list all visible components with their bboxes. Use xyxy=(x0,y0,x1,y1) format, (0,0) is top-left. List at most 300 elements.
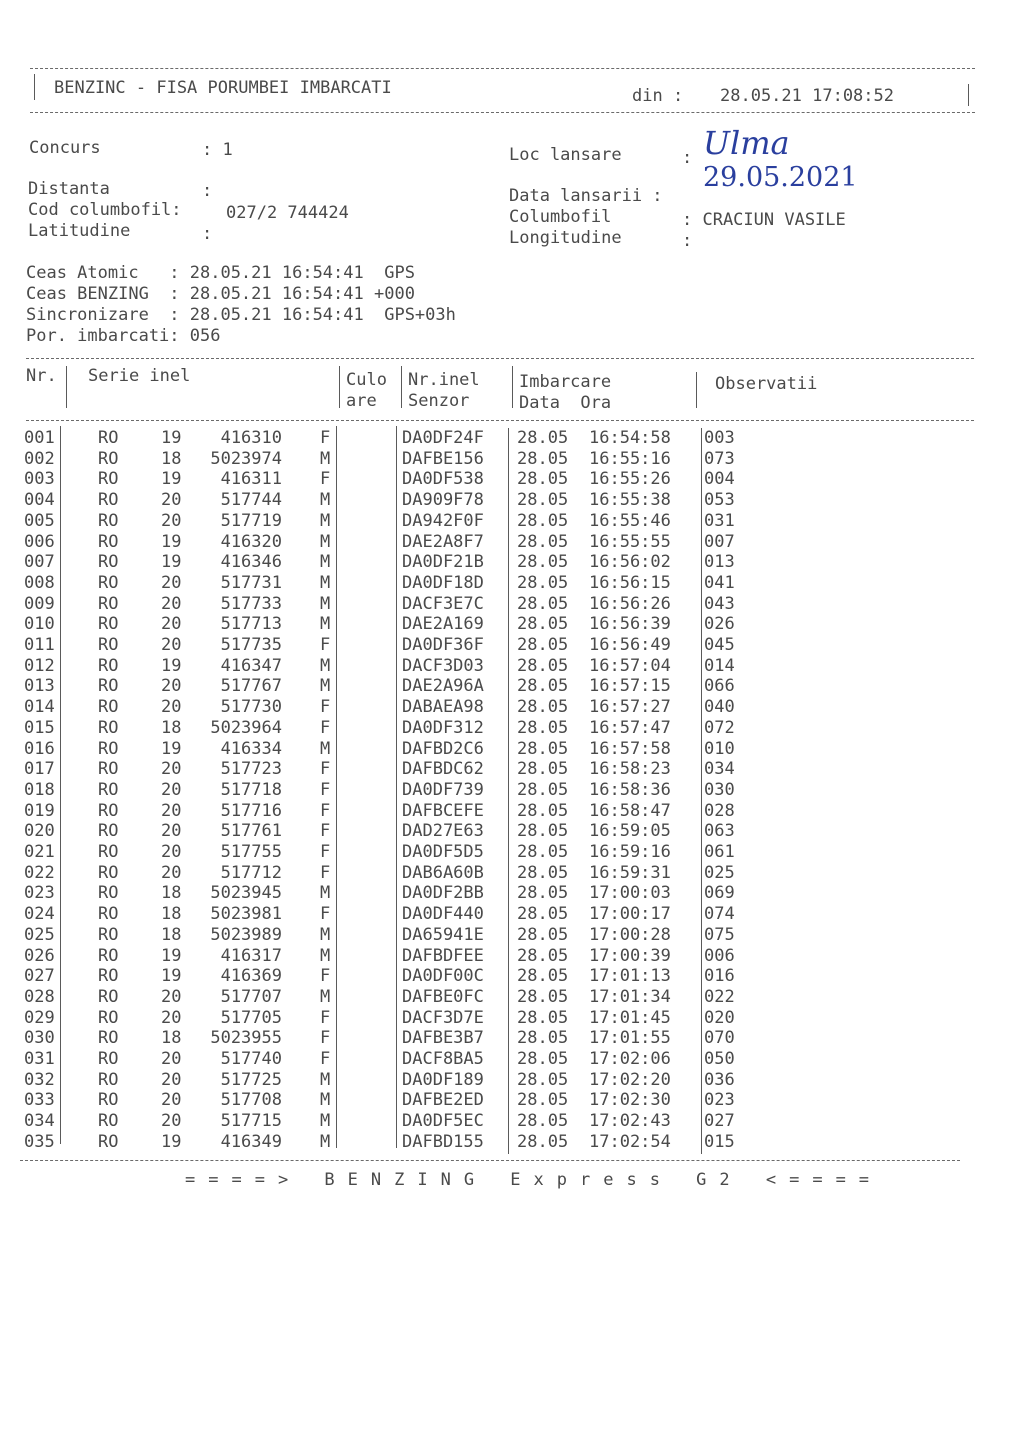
table-row xyxy=(0,925,1024,946)
cell-year: 19 xyxy=(161,531,182,552)
cell-sensor: DAFBD155 xyxy=(402,1131,484,1152)
table-row xyxy=(0,573,1024,594)
cell-observatii: 072 xyxy=(704,717,735,738)
cell-sensor: DA0DF312 xyxy=(402,717,484,738)
cell-date: 28.05 xyxy=(517,635,569,655)
cell-year: 19 xyxy=(161,469,182,490)
cell-date: 28.05 xyxy=(517,448,569,469)
cell-nr: 023 xyxy=(24,883,55,904)
cell-sex: F xyxy=(320,800,331,821)
cell-time: 16:56:15 xyxy=(589,572,671,593)
cod-columbofil-label: Cod columbofil: xyxy=(28,200,182,220)
cell-ring: 5023989 xyxy=(210,924,282,945)
table-row xyxy=(0,469,1024,490)
cell-year: 18 xyxy=(161,883,182,904)
cell-country: RO xyxy=(98,490,119,511)
table-row xyxy=(0,1132,1024,1153)
cell-sensor: DA0DF538 xyxy=(402,469,484,490)
latitudine-label: Latitudine xyxy=(28,221,131,241)
cell-ring: 517744 xyxy=(220,490,282,511)
cell-ring: 517713 xyxy=(220,614,282,635)
cell-date: 28.05 xyxy=(517,759,569,780)
cell-time: 16:57:47 xyxy=(589,717,671,738)
cell-year: 20 xyxy=(161,779,182,800)
cell-year: 20 xyxy=(161,1007,182,1028)
cell-date: 28.05 xyxy=(517,883,569,904)
cell-sensor: DAFBE0FC xyxy=(402,986,484,1007)
cell-year: 20 xyxy=(161,490,182,511)
table-row xyxy=(0,1111,1024,1132)
cell-date: 28.05 xyxy=(517,1131,569,1152)
cell-sensor: DAFBDFEE xyxy=(402,945,484,966)
cell-date: 28.05 xyxy=(517,572,569,593)
footer-banner: ====> BENZING Express G2 <==== xyxy=(185,1170,883,1190)
cell-time: 16:58:47 xyxy=(589,800,671,821)
cell-observatii: 063 xyxy=(704,821,735,842)
table-row xyxy=(0,511,1024,532)
cell-observatii: 040 xyxy=(704,697,735,718)
table-row xyxy=(0,759,1024,780)
loc-lansare-handwritten: Ulma xyxy=(703,124,790,162)
cell-observatii: 050 xyxy=(704,1049,735,1069)
header-culoare-1: Culo xyxy=(346,370,387,390)
cell-time: 17:02:54 xyxy=(589,1131,671,1152)
cell-sex: F xyxy=(320,1028,331,1049)
distanta-label: Distanta xyxy=(28,179,110,199)
cell-nr: 032 xyxy=(24,1069,55,1090)
latitudine-value: : xyxy=(202,224,213,244)
cell-country: RO xyxy=(98,614,119,635)
din-label: din : xyxy=(632,86,684,106)
cell-country: RO xyxy=(98,924,119,945)
cell-observatii: 028 xyxy=(704,800,735,821)
cell-year: 20 xyxy=(161,676,182,697)
cell-year: 18 xyxy=(161,904,182,925)
cell-time: 16:57:15 xyxy=(589,676,671,697)
table-header-rule xyxy=(26,420,974,421)
cell-time: 16:56:26 xyxy=(589,593,671,614)
distanta-value: : xyxy=(202,181,213,201)
cell-sex: M xyxy=(320,986,331,1007)
cell-date: 28.05 xyxy=(517,1028,569,1049)
cell-nr: 014 xyxy=(24,697,55,718)
cell-country: RO xyxy=(98,1090,119,1111)
cell-sensor: DAFBE2ED xyxy=(402,1090,484,1111)
data-lansarii-label: Data lansarii : xyxy=(509,186,663,206)
cell-sex: M xyxy=(320,531,331,552)
cell-nr: 027 xyxy=(24,966,55,987)
header-culoare-2: are xyxy=(346,391,377,411)
cell-sensor: DACF3E7C xyxy=(402,593,484,614)
cell-nr: 022 xyxy=(24,862,55,883)
cell-observatii: 022 xyxy=(704,986,735,1007)
cell-ring: 517716 xyxy=(220,800,282,821)
cell-nr: 007 xyxy=(24,552,55,573)
cell-time: 16:57:27 xyxy=(589,697,671,718)
cell-country: RO xyxy=(98,1131,119,1152)
cell-year: 20 xyxy=(161,986,182,1007)
table-row xyxy=(0,739,1024,760)
cell-observatii: 074 xyxy=(704,904,735,925)
cell-year: 19 xyxy=(161,552,182,573)
cell-ring: 517723 xyxy=(220,759,282,780)
table-row xyxy=(0,614,1024,635)
cell-sensor: DACF3D03 xyxy=(402,655,484,676)
cell-ring: 517755 xyxy=(220,842,282,862)
cod-columbofil-value: 027/2 744424 xyxy=(226,203,349,223)
cell-year: 19 xyxy=(161,738,182,759)
cell-year: 18 xyxy=(161,717,182,738)
cell-sensor: DA0DF21B xyxy=(402,552,484,573)
cell-ring: 517767 xyxy=(220,676,282,697)
cell-nr: 002 xyxy=(24,448,55,469)
cell-sensor: DAFBDC62 xyxy=(402,759,484,780)
cell-country: RO xyxy=(98,593,119,614)
cell-country: RO xyxy=(98,1049,119,1069)
cell-time: 16:55:16 xyxy=(589,448,671,469)
cell-year: 20 xyxy=(161,1090,182,1111)
concurs-value: : 1 xyxy=(202,140,233,160)
col-sep-imbarcare xyxy=(696,372,697,408)
cell-country: RO xyxy=(98,697,119,718)
cell-observatii: 026 xyxy=(704,614,735,635)
cell-sex: M xyxy=(320,448,331,469)
cell-country: RO xyxy=(98,904,119,925)
cell-year: 20 xyxy=(161,821,182,842)
cell-ring: 416320 xyxy=(220,531,282,552)
cell-country: RO xyxy=(98,717,119,738)
cell-sex: M xyxy=(320,738,331,759)
cell-ring: 416310 xyxy=(220,428,282,448)
cell-ring: 416346 xyxy=(220,552,282,573)
table-row xyxy=(0,987,1024,1008)
table-top-rule xyxy=(26,358,974,359)
cell-year: 19 xyxy=(161,428,182,448)
cell-country: RO xyxy=(98,469,119,490)
cell-country: RO xyxy=(98,552,119,573)
cell-year: 20 xyxy=(161,759,182,780)
col-sep-culoare xyxy=(401,366,402,408)
cell-date: 28.05 xyxy=(517,966,569,987)
table-row xyxy=(0,428,1024,449)
cell-sex: M xyxy=(320,924,331,945)
cell-date: 28.05 xyxy=(517,593,569,614)
cell-year: 20 xyxy=(161,697,182,718)
cell-country: RO xyxy=(98,966,119,987)
cell-nr: 021 xyxy=(24,842,55,862)
cell-ring: 517705 xyxy=(220,1007,282,1028)
columbofil-value: : CRACIUN VASILE xyxy=(682,210,846,230)
cell-country: RO xyxy=(98,572,119,593)
cell-year: 20 xyxy=(161,800,182,821)
cell-date: 28.05 xyxy=(517,862,569,883)
cell-country: RO xyxy=(98,986,119,1007)
cell-nr: 035 xyxy=(24,1131,55,1152)
cell-sensor: DA0DF00C xyxy=(402,966,484,987)
cell-year: 19 xyxy=(161,655,182,676)
cell-time: 17:02:30 xyxy=(589,1090,671,1111)
table-row xyxy=(0,842,1024,863)
loc-lansare-colon: : xyxy=(682,148,693,168)
cell-observatii: 041 xyxy=(704,572,735,593)
cell-nr: 029 xyxy=(24,1007,55,1028)
cell-nr: 033 xyxy=(24,1090,55,1111)
cell-sex: M xyxy=(320,1090,331,1111)
porumbei-imbarcati-line: Por. imbarcati: 056 xyxy=(26,326,221,346)
cell-sensor: DA0DF739 xyxy=(402,779,484,800)
cell-nr: 030 xyxy=(24,1028,55,1049)
col-sep-nr xyxy=(66,366,67,408)
cell-sensor: DACF3D7E xyxy=(402,1007,484,1028)
cell-observatii: 007 xyxy=(704,531,735,552)
cell-date: 28.05 xyxy=(517,510,569,531)
cell-time: 17:00:17 xyxy=(589,904,671,925)
cell-nr: 004 xyxy=(24,490,55,511)
cell-nr: 006 xyxy=(24,531,55,552)
header-top-rule xyxy=(30,68,975,69)
cell-time: 16:57:58 xyxy=(589,738,671,759)
header-nr-inel-2: Senzor xyxy=(408,391,470,411)
cell-observatii: 053 xyxy=(704,490,735,511)
cell-country: RO xyxy=(98,510,119,531)
table-row xyxy=(0,1070,1024,1091)
header-serie-inel: Serie inel xyxy=(88,366,191,386)
header-imbarcare-2: Data Ora xyxy=(519,393,612,413)
table-row xyxy=(0,635,1024,656)
cell-ring: 517708 xyxy=(220,1090,282,1111)
cell-sensor: DAE2A96A xyxy=(402,676,484,697)
cell-year: 18 xyxy=(161,924,182,945)
cell-date: 28.05 xyxy=(517,1049,569,1069)
data-lansarii-handwritten: 29.05.2021 xyxy=(703,162,858,193)
cell-observatii: 023 xyxy=(704,1090,735,1111)
cell-sex: F xyxy=(320,717,331,738)
cell-ring: 416334 xyxy=(220,738,282,759)
cell-time: 17:01:34 xyxy=(589,986,671,1007)
cell-nr: 001 xyxy=(24,428,55,448)
cell-date: 28.05 xyxy=(517,469,569,490)
cell-ring: 416369 xyxy=(220,966,282,987)
cell-time: 16:59:31 xyxy=(589,862,671,883)
cell-nr: 013 xyxy=(24,676,55,697)
cell-country: RO xyxy=(98,635,119,655)
cell-sensor: DAE2A8F7 xyxy=(402,531,484,552)
cell-date: 28.05 xyxy=(517,1007,569,1028)
cell-time: 16:55:38 xyxy=(589,490,671,511)
table-bottom-rule xyxy=(20,1160,960,1161)
cell-country: RO xyxy=(98,655,119,676)
cell-date: 28.05 xyxy=(517,490,569,511)
cell-date: 28.05 xyxy=(517,738,569,759)
cell-nr: 028 xyxy=(24,986,55,1007)
table-row xyxy=(0,1008,1024,1029)
cell-nr: 012 xyxy=(24,655,55,676)
cell-country: RO xyxy=(98,862,119,883)
cell-time: 16:58:23 xyxy=(589,759,671,780)
cell-year: 20 xyxy=(161,614,182,635)
cell-sex: F xyxy=(320,428,331,448)
cell-sex: F xyxy=(320,821,331,842)
cell-sex: M xyxy=(320,593,331,614)
cell-sex: F xyxy=(320,635,331,655)
table-row xyxy=(0,697,1024,718)
table-row xyxy=(0,946,1024,967)
table-row xyxy=(0,1090,1024,1111)
cell-time: 16:56:39 xyxy=(589,614,671,635)
cell-sex: F xyxy=(320,904,331,925)
table-row xyxy=(0,966,1024,987)
cell-sensor: DA0DF36F xyxy=(402,635,484,655)
cell-observatii: 006 xyxy=(704,945,735,966)
cell-date: 28.05 xyxy=(517,655,569,676)
cell-time: 16:56:49 xyxy=(589,635,671,655)
longitudine-label: Longitudine xyxy=(509,228,622,248)
cell-date: 28.05 xyxy=(517,717,569,738)
cell-nr: 026 xyxy=(24,945,55,966)
cell-sex: F xyxy=(320,1049,331,1069)
cell-year: 20 xyxy=(161,510,182,531)
cell-sensor: DAE2A169 xyxy=(402,614,484,635)
cell-ring: 517740 xyxy=(220,1049,282,1069)
table-row xyxy=(0,656,1024,677)
cell-sex: F xyxy=(320,779,331,800)
cell-time: 16:59:05 xyxy=(589,821,671,842)
cell-country: RO xyxy=(98,1069,119,1090)
cell-country: RO xyxy=(98,842,119,862)
cell-nr: 025 xyxy=(24,924,55,945)
cell-country: RO xyxy=(98,759,119,780)
cell-nr: 009 xyxy=(24,593,55,614)
table-row xyxy=(0,490,1024,511)
cell-observatii: 027 xyxy=(704,1111,735,1132)
cell-time: 16:55:26 xyxy=(589,469,671,490)
cell-ring: 416347 xyxy=(220,655,282,676)
cell-country: RO xyxy=(98,428,119,448)
cell-nr: 020 xyxy=(24,821,55,842)
cell-time: 16:55:55 xyxy=(589,531,671,552)
col-sep-senzor xyxy=(512,366,513,408)
cell-sex: M xyxy=(320,676,331,697)
table-row xyxy=(0,904,1024,925)
sincronizare-line: Sincronizare : 28.05.21 16:54:41 GPS+03h xyxy=(26,305,456,325)
cell-time: 17:00:39 xyxy=(589,945,671,966)
cell-nr: 034 xyxy=(24,1111,55,1132)
loc-lansare-label: Loc lansare xyxy=(509,145,622,165)
cell-year: 19 xyxy=(161,945,182,966)
cell-country: RO xyxy=(98,1028,119,1049)
cell-ring: 517719 xyxy=(220,510,282,531)
cell-observatii: 020 xyxy=(704,1007,735,1028)
cell-observatii: 004 xyxy=(704,469,735,490)
cell-sensor: DA65941E xyxy=(402,924,484,945)
table-row xyxy=(0,449,1024,470)
table-row xyxy=(0,552,1024,573)
cell-nr: 016 xyxy=(24,738,55,759)
cell-country: RO xyxy=(98,800,119,821)
table-row xyxy=(0,780,1024,801)
cell-country: RO xyxy=(98,883,119,904)
cell-observatii: 003 xyxy=(704,428,735,448)
cell-sex: M xyxy=(320,883,331,904)
table-row xyxy=(0,532,1024,553)
cell-sensor: DA942F0F xyxy=(402,510,484,531)
cell-country: RO xyxy=(98,1111,119,1132)
cell-sensor: DA0DF24F xyxy=(402,428,484,448)
cell-date: 28.05 xyxy=(517,614,569,635)
cell-date: 28.05 xyxy=(517,924,569,945)
cell-nr: 017 xyxy=(24,759,55,780)
cell-nr: 005 xyxy=(24,510,55,531)
cell-sensor: DACF8BA5 xyxy=(402,1049,484,1069)
cell-year: 20 xyxy=(161,1049,182,1069)
cell-date: 28.05 xyxy=(517,904,569,925)
cell-sensor: DA0DF5D5 xyxy=(402,842,484,862)
cell-ring: 517707 xyxy=(220,986,282,1007)
table-row xyxy=(0,1049,1024,1070)
cell-ring: 416349 xyxy=(220,1131,282,1152)
cell-sensor: DAD27E63 xyxy=(402,821,484,842)
cell-sex: M xyxy=(320,1111,331,1132)
columbofil-label: Columbofil xyxy=(509,207,612,227)
cell-time: 17:00:03 xyxy=(589,883,671,904)
cell-sensor: DA0DF440 xyxy=(402,904,484,925)
cell-date: 28.05 xyxy=(517,1090,569,1111)
header-right-border xyxy=(968,84,969,106)
cell-date: 28.05 xyxy=(517,821,569,842)
cell-sensor: DA909F78 xyxy=(402,490,484,511)
cell-sex: M xyxy=(320,614,331,635)
cell-observatii: 034 xyxy=(704,759,735,780)
cell-sex: F xyxy=(320,862,331,883)
cell-sex: M xyxy=(320,510,331,531)
cell-time: 17:02:20 xyxy=(589,1069,671,1090)
concurs-label: Concurs xyxy=(29,138,101,158)
cell-nr: 011 xyxy=(24,635,55,655)
cell-sex: F xyxy=(320,697,331,718)
cell-sex: F xyxy=(320,842,331,862)
cell-year: 20 xyxy=(161,635,182,655)
cell-ring: 517725 xyxy=(220,1069,282,1090)
header-imbarcare-1: Imbarcare xyxy=(519,372,612,392)
cell-ring: 517733 xyxy=(220,593,282,614)
table-row xyxy=(0,801,1024,822)
header-bottom-rule xyxy=(30,112,975,113)
cell-time: 17:01:45 xyxy=(589,1007,671,1028)
table-row xyxy=(0,821,1024,842)
cell-date: 28.05 xyxy=(517,1111,569,1132)
cell-ring: 517718 xyxy=(220,779,282,800)
cell-date: 28.05 xyxy=(517,986,569,1007)
longitudine-value: : xyxy=(682,231,693,251)
cell-time: 16:55:46 xyxy=(589,510,671,531)
cell-date: 28.05 xyxy=(517,531,569,552)
cell-year: 20 xyxy=(161,572,182,593)
ceas-atomic-line: Ceas Atomic : 28.05.21 16:54:41 GPS xyxy=(26,263,415,283)
table-row xyxy=(0,1028,1024,1049)
cell-date: 28.05 xyxy=(517,552,569,573)
cell-observatii: 043 xyxy=(704,593,735,614)
cell-time: 16:57:04 xyxy=(589,655,671,676)
cell-sex: M xyxy=(320,572,331,593)
cell-country: RO xyxy=(98,779,119,800)
cell-sex: M xyxy=(320,490,331,511)
cell-year: 20 xyxy=(161,842,182,862)
cell-time: 17:01:13 xyxy=(589,966,671,987)
cell-date: 28.05 xyxy=(517,676,569,697)
cell-observatii: 045 xyxy=(704,635,735,655)
cell-year: 20 xyxy=(161,862,182,883)
cell-country: RO xyxy=(98,531,119,552)
